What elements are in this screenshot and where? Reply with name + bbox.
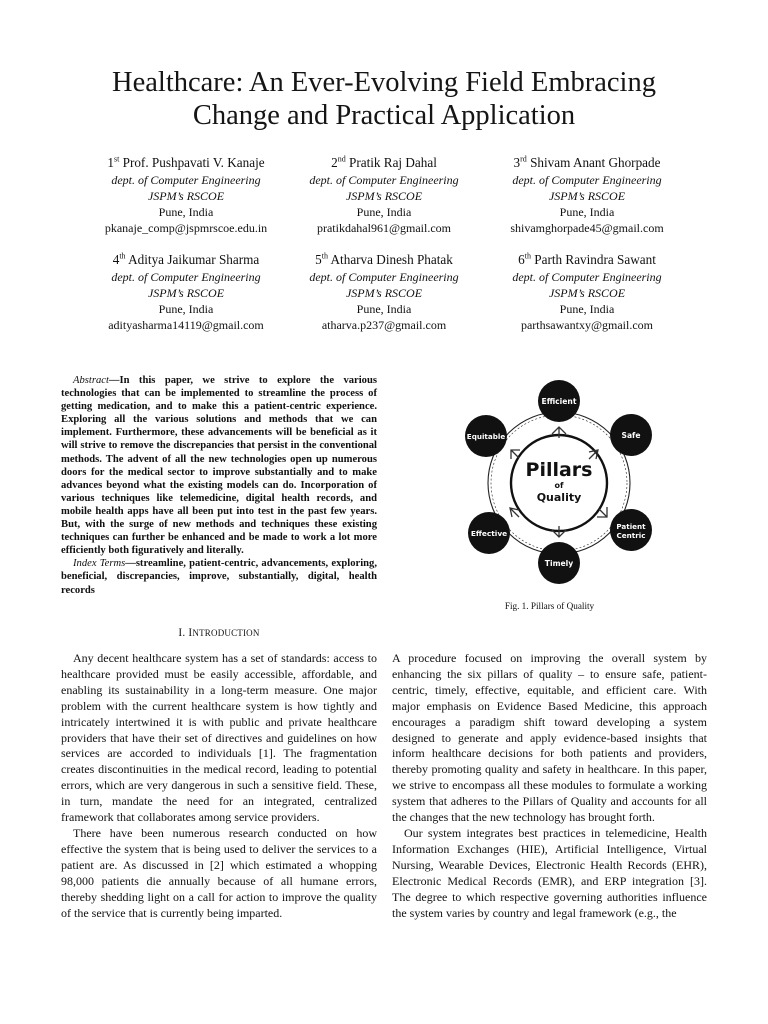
section-title-rest: NTRODUCTION — [192, 628, 260, 638]
body-right-column — [392, 651, 707, 921]
abstract-text: —In this paper, we strive to explore the various technologies that can be implemented to streamline the process of getting medication, and to make this a patient-centric experience. Exploring all the various solutions and methods that we can implement. Furthermore, these advancements will be beneficial as it will strive to remove the discrepancies that persist in the conventional methods. The advent of all the new technologies open up numerous doors for the medical sector to improve substantially and to make advances beyond what the existing models can do. Incorporation of various techniques like telemedicine, digital health records, and mobile health apps have all been put into test in the past few years. But, with the surge of new methods and techniques these existing techniques can further be enhanced and be made to work a lot more efficiently both figuratively and literally. — [61, 375, 377, 557]
center-title-pillars: Pillars — [525, 459, 593, 481]
author-email[interactable]: parthsawantxy@gmail.com — [520, 318, 654, 332]
author-institution: JSPM’s RSCOE — [345, 286, 423, 300]
index-terms-text: —streamline, patient-centric, advancements, exploring, beneficial, discrepancies, improve, substantially, digital, health records — [61, 558, 377, 596]
author-dept: dept. of Computer Engineering — [309, 270, 459, 284]
author-institution: JSPM’s RSCOE — [147, 189, 225, 203]
author-name: 1st Prof. Pushpavati V. Kanaje — [107, 154, 265, 170]
author-name: 6th Parth Ravindra Sawant — [518, 251, 656, 267]
arrow-upleft-icon — [511, 450, 520, 459]
node-equitable — [465, 415, 507, 457]
pillars-of-quality-figure — [462, 376, 656, 592]
body-paragraph: Our system integrates best practices in telemedicine, Health Information Exchanges (HIE), Artificial Intelligence, Virtual Nursing, Wearable Devices, Electronic Health Records (EHR), Electronic Medical Records (EMR), and ERP integration [3]. The degree to which respective governing authorities influence the system varies by country and legal framework (e.g., the — [392, 825, 707, 920]
title-line-1: Healthcare: An Ever-Evolving Field Embracing — [112, 67, 656, 98]
abstract — [61, 374, 377, 597]
center-title-quality: Quality — [536, 491, 582, 504]
author-dept: dept. of Computer Engineering — [512, 173, 662, 187]
body-paragraph: A procedure focused on improving the overall system by enhancing the six pillars of quality – to ensure safe, patient-centric, timely, effective, equitable, and efficient care. With major emphasis on Evidence Based Medicine, this approach encourages a paradigm shift toward developing a system designed to generate and apply evidence-based insights that inform healthcare decisions for both patients and providers, thereby promoting quality and safety in healthcare. In this paper, we strive to encompass all these modules to formulate a working system that adheres to the Pillars of Quality and accounts for all the changes that the new technology has brought forth. — [392, 651, 707, 825]
author-block-3 — [469, 154, 705, 236]
node-patient-centric — [610, 509, 652, 551]
author-city: Pune, India — [356, 205, 412, 219]
author-dept: dept. of Computer Engineering — [309, 173, 459, 187]
node-safe — [610, 414, 652, 456]
title-line-2: Change and Practical Application — [192, 100, 576, 131]
index-terms-label: Index Terms — [73, 558, 126, 570]
body-left-column — [61, 651, 377, 921]
author-city: Pune, India — [559, 302, 615, 316]
section-initial: I — [188, 627, 193, 639]
author-dept: dept. of Computer Engineering — [111, 173, 261, 187]
center-title-of: of — [554, 481, 564, 490]
author-dept: dept. of Computer Engineering — [512, 270, 662, 284]
svg-text:Centric: Centric — [616, 531, 646, 540]
svg-text:Safe: Safe — [621, 431, 641, 440]
svg-text:Effective: Effective — [470, 529, 508, 538]
author-email[interactable]: pkanaje_comp@jspmrscoe.edu.in — [104, 221, 268, 235]
author-name: 2nd Pratik Raj Dahal — [331, 154, 437, 170]
paper-title — [40, 66, 728, 132]
svg-text:Equitable: Equitable — [466, 432, 506, 441]
author-city: Pune, India — [158, 302, 214, 316]
author-email[interactable]: adityasharma14119@gmail.com — [108, 318, 264, 332]
author-email[interactable]: shivamghorpade45@gmail.com — [510, 221, 664, 235]
author-block-6 — [469, 251, 705, 333]
node-effective — [468, 512, 510, 554]
abstract-label: Abstract — [73, 375, 109, 386]
body-paragraph: Any decent healthcare system has a set of standards: access to healthcare provided must be easily accessible, affordable, and enabling its sustainability in a long-term measure. One major problem with the current healthcare system is how tightly and intricately intertwined it is with public and private healthcare providers that have their set of directives and guidelines on how services are accorded to individuals [1]. The fragmentation creates discontinuities in the medical record, leading to potential errors, which are very dangerous in such a sensitive field. These, in turn, mandate the need for an integrated, centralized framework that collaborates among service providers. — [61, 651, 377, 825]
author-institution: JSPM’s RSCOE — [147, 286, 225, 300]
arrow-downleft-icon — [510, 508, 519, 517]
author-institution: JSPM’s RSCOE — [548, 286, 626, 300]
section-heading — [61, 627, 377, 639]
author-institution: JSPM’s RSCOE — [548, 189, 626, 203]
author-email[interactable]: pratikdahal961@gmail.com — [316, 221, 451, 235]
svg-text:Patient: Patient — [616, 522, 646, 531]
node-efficient — [538, 380, 580, 422]
author-name: 3rd Shivam Anant Ghorpade — [513, 154, 661, 170]
author-block-5 — [266, 251, 502, 333]
author-block-2 — [266, 154, 502, 236]
svg-text:Timely: Timely — [544, 559, 574, 568]
section-number: I. — [178, 627, 186, 639]
author-name: 5th Atharva Dinesh Phatak — [315, 251, 453, 267]
figure-caption: Fig. 1. Pillars of Quality — [504, 601, 595, 611]
author-institution: JSPM’s RSCOE — [345, 189, 423, 203]
author-email[interactable]: atharva.p237@gmail.com — [321, 318, 447, 332]
author-dept: dept. of Computer Engineering — [111, 270, 261, 284]
svg-text:Efficient: Efficient — [541, 397, 577, 406]
author-city: Pune, India — [356, 302, 412, 316]
body-paragraph: There have been numerous research conducted on how effective the system that is being used to deliver the services to a patient are. As discussed in [2] which estimated a whopping 98,000 patients die annually because of all humane errors, thereby shedding light on a call for action to improve the quality of the service that is currently being imparted. — [61, 825, 377, 920]
author-city: Pune, India — [158, 205, 214, 219]
author-name: 4th Aditya Jaikumar Sharma — [112, 251, 260, 267]
node-timely — [538, 542, 580, 584]
author-city: Pune, India — [559, 205, 615, 219]
